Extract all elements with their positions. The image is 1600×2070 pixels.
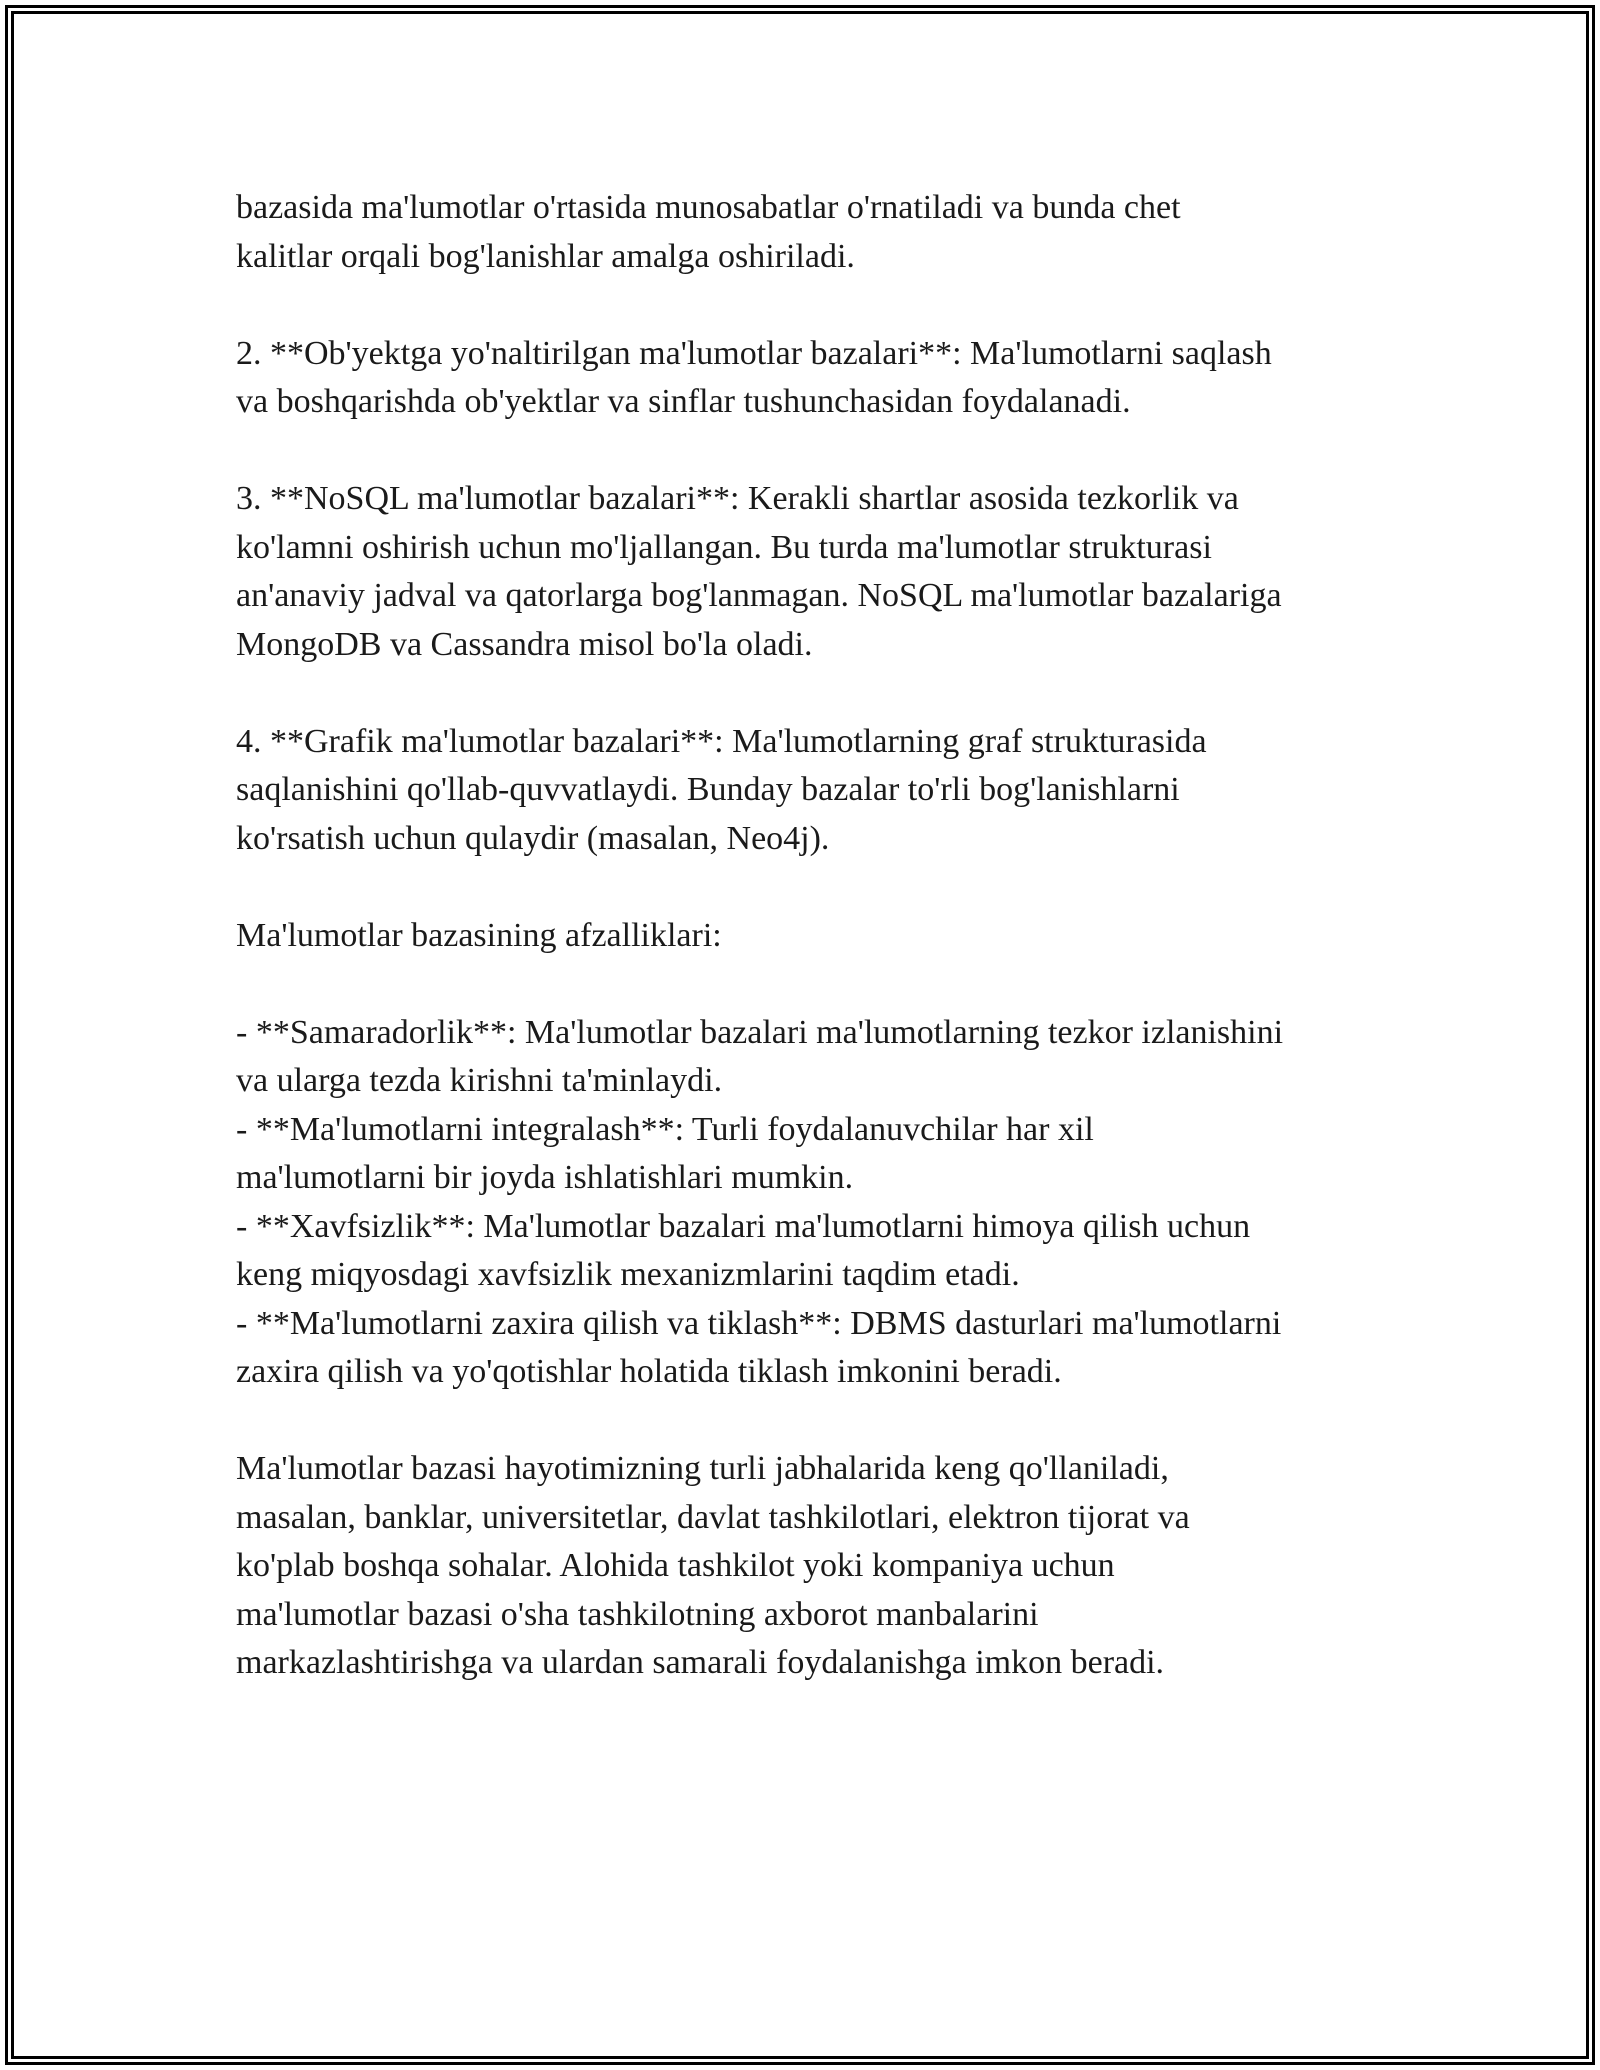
text-line: - **Xavfsizlik**: Ma'lumotlar bazalari ma'lumotlarni himoya qilish uchun <box>236 1207 1251 1245</box>
text-line: bazasida ma'lumotlar o'rtasida munosabatlar o'rnatiladi va bunda chet <box>236 189 1181 226</box>
paragraph <box>236 1009 1416 1397</box>
document-body <box>236 184 1416 1688</box>
text-line: zaxira qilish va yo'qotishlar holatida tiklash imkonini beradi. <box>236 1353 1062 1390</box>
text-line: 2. **Ob'yektga yo'naltirilgan ma'lumotlar bazalari**: Ma'lumotlarni saqlash <box>236 334 1272 372</box>
text-line: Ma'lumotlar bazasining afzalliklari: <box>236 916 722 954</box>
text-line: ko'rsatish uchun qulaydir (masalan, Neo4j). <box>236 819 830 857</box>
paragraph-spacer <box>236 863 1416 912</box>
text-line: keng miqyosdagi xavfsizlik mexanizmlarini taqdim etadi. <box>236 1256 1020 1293</box>
paragraph <box>236 330 1416 427</box>
text-line: ma'lumotlarni bir joyda ishlatishlari mumkin. <box>236 1159 854 1196</box>
paragraph-spacer <box>236 960 1416 1009</box>
paragraph-spacer <box>236 427 1416 476</box>
paragraph <box>236 1445 1416 1688</box>
text-line: 3. **NoSQL ma'lumotlar bazalari**: Kerakli shartlar asosida tezkorlik va <box>236 480 1239 517</box>
text-line: ko'plab boshqa sohalar. Alohida tashkilot yoki kompaniya uchun <box>236 1547 1115 1584</box>
text-line: - **Samaradorlik**: Ma'lumotlar bazalari ma'lumotlarning tezkor izlanishini <box>236 1013 1284 1051</box>
paragraph-spacer <box>236 1397 1416 1446</box>
paragraph <box>236 912 1416 961</box>
text-line: ma'lumotlar bazasi o'sha tashkilotning axborot manbalarini <box>236 1595 1039 1633</box>
text-line: masalan, banklar, universitetlar, davlat tashkilotlari, elektron tijorat va <box>236 1498 1190 1536</box>
text-line: va boshqarishda ob'yektlar va sinflar tushunchasidan foydalanadi. <box>236 383 1131 420</box>
text-line: - **Ma'lumotlarni integralash**: Turli foydalanuvchilar har xil <box>236 1110 1094 1148</box>
paragraph-spacer <box>236 669 1416 718</box>
text-line: saqlanishini qo'llab-quvvatlaydi. Bunday bazalar to'rli bog'lanishlarni <box>236 771 1180 808</box>
paragraph <box>236 475 1416 669</box>
text-line: va ularga tezda kirishni ta'minlaydi. <box>236 1062 723 1099</box>
paragraph <box>236 184 1416 281</box>
text-line: MongoDB va Cassandra misol bo'la oladi. <box>236 625 813 663</box>
text-line: an'anaviy jadval va qatorlarga bog'lanmagan. NoSQL ma'lumotlar bazalariga <box>236 577 1282 614</box>
text-line: - **Ma'lumotlarni zaxira qilish va tiklash**: DBMS dasturlari ma'lumotlarni <box>236 1304 1282 1342</box>
text-line: ko'lamni oshirish uchun mo'ljallangan. Bu turda ma'lumotlar strukturasi <box>236 528 1212 566</box>
paragraph-spacer <box>236 281 1416 330</box>
text-line: markazlashtirishga va ulardan samarali foydalanishga imkon beradi. <box>236 1644 1165 1681</box>
text-line: 4. **Grafik ma'lumotlar bazalari**: Ma'lumotlarning graf strukturasida <box>236 722 1207 760</box>
text-line: Ma'lumotlar bazasi hayotimizning turli jabhalarida keng qo'llaniladi, <box>236 1450 1169 1487</box>
text-line: kalitlar orqali bog'lanishlar amalga oshiriladi. <box>236 237 855 275</box>
paragraph <box>236 718 1416 864</box>
